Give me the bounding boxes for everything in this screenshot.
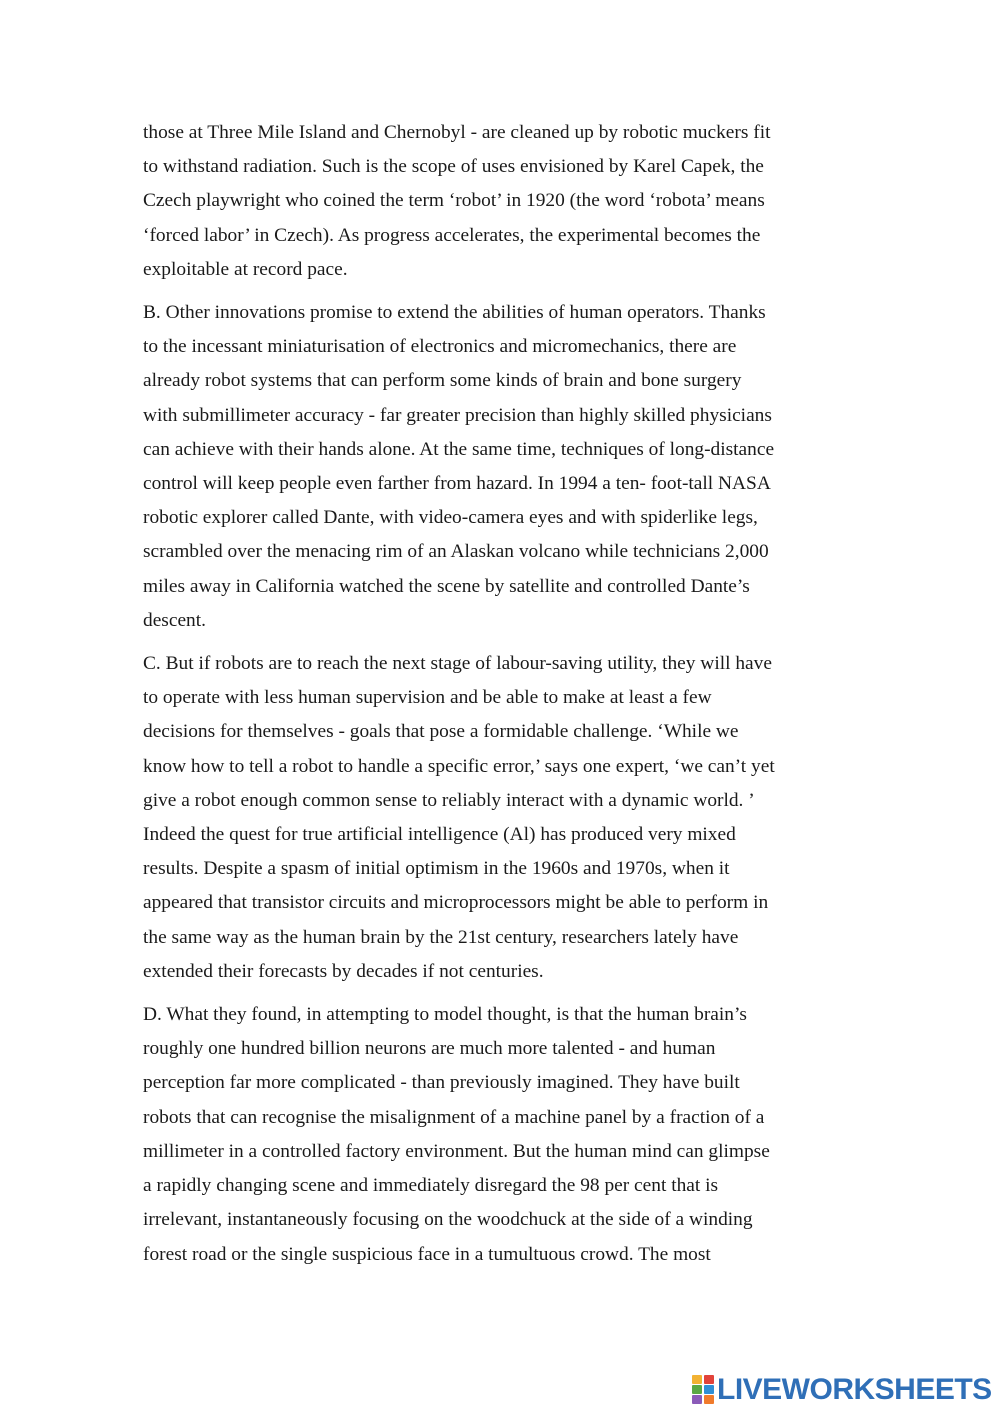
paragraph-d [143,998,865,1272]
paragraph-b [143,296,865,638]
text-line: the same way as the human brain by the 21st century, researchers lately have [143,926,739,948]
text-line: ‘forced labor’ in Czech). As progress accelerates, the experimental becomes the [143,224,761,246]
document-page [143,116,865,1281]
text-line: to the incessant miniaturisation of electronics and micromechanics, there are [143,336,737,358]
text-line: descent. [143,609,206,631]
liveworksheets-logo-icon [692,1375,714,1405]
text-line: to operate with less human supervision and be able to make at least a few [143,687,712,709]
logo-tile [692,1385,702,1394]
paragraph-c [143,647,865,989]
text-line: a rapidly changing scene and immediately disregard the 98 per cent that is [143,1175,719,1197]
logo-tile [704,1385,714,1394]
text-line: extended their forecasts by decades if not centuries. [143,960,544,982]
text-line: appeared that transistor circuits and microprocessors might be able to perform in [143,892,769,914]
text-line: scrambled over the menacing rim of an Alaskan volcano while technicians 2,000 [143,541,769,563]
text-line: B. Other innovations promise to extend the abilities of human operators. Thanks [143,302,766,324]
text-line: those at Three Mile Island and Chernobyl - are cleaned up by robotic muckers fit [143,122,771,143]
text-line: give a robot enough common sense to reliably interact with a dynamic world. ’ [143,789,755,811]
logo-tile [704,1375,714,1384]
text-line: perception far more complicated - than previously imagined. They have built [143,1072,740,1094]
text-line: robots that can recognise the misalignment of a machine panel by a fraction of a [143,1106,765,1128]
logo-tile [704,1395,714,1404]
text-line: roughly one hundred billion neurons are much more talented - and human [143,1038,716,1060]
text-line: results. Despite a spasm of initial optimism in the 1960s and 1970s, when it [143,858,730,880]
text-line: D. What they found, in attempting to model thought, is that the human brain’s [143,1004,747,1026]
text-line: with submillimeter accuracy - far greater precision than highly skilled physicians [143,404,772,426]
text-line: to withstand radiation. Such is the scope of uses envisioned by Karel Capek, the [143,156,764,178]
text-line: miles away in California watched the scene by satellite and controlled Dante’s [143,575,750,597]
paragraph-intro [143,116,865,287]
text-line: already robot systems that can perform some kinds of brain and bone surgery [143,370,742,392]
logo-tile [692,1375,702,1384]
text-line: Czech playwright who coined the term ‘robot’ in 1920 (the word ‘robota’ means [143,190,765,212]
text-line: millimeter in a controlled factory environment. But the human mind can glimpse [143,1140,770,1162]
text-line: exploitable at record pace. [143,258,348,280]
text-line: can achieve with their hands alone. At the same time, techniques of long-distance [143,438,775,460]
watermark-text: LIVEWORKSHEETS [717,1373,992,1406]
text-line: decisions for themselves - goals that pose a formidable challenge. ‘While we [143,721,739,743]
text-line: robotic explorer called Dante, with video-camera eyes and with spiderlike legs, [143,507,758,529]
text-line: Indeed the quest for true artificial intelligence (Al) has produced very mixed [143,824,736,846]
text-line: forest road or the single suspicious face in a tumultuous crowd. The most [143,1243,711,1265]
logo-tile [692,1395,702,1404]
text-line: C. But if robots are to reach the next stage of labour-saving utility, they will have [143,653,772,675]
text-line: know how to tell a robot to handle a specific error,’ says one expert, ‘we can’t yet [143,755,775,777]
text-line: control will keep people even farther from hazard. In 1994 a ten- foot-tall NASA [143,473,771,495]
liveworksheets-watermark [692,1372,992,1408]
text-line: irrelevant, instantaneously focusing on the woodchuck at the side of a winding [143,1209,753,1231]
